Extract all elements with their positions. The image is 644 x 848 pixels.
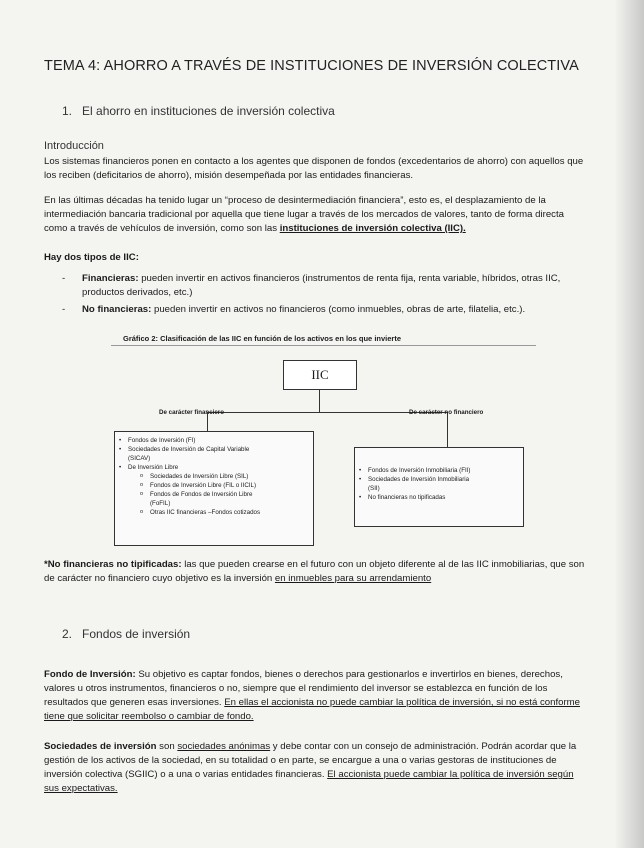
section-2-title: Fondos de inversión <box>82 627 191 641</box>
section-2-number: 2. <box>62 627 73 641</box>
note-label: *No financieras no tipificadas: <box>44 559 182 570</box>
list-item: • Sociedades de Inversión de Capital Variable <box>118 445 310 454</box>
non-financial-iic-box <box>354 447 524 527</box>
fondo-text: Su objetivo es captar fondos, bienes o derechos para gestionarlos e invertirlos en bienes, derechos, valores u otros instrumentos, financieros o no, siempre que el rendimiento del inversor se establezca en función de los resultados que generen esas inversiones. <box>44 669 563 708</box>
list-item: o Otras IIC financieras –Fondos cotizados <box>118 508 310 517</box>
page-edge-shadow <box>614 0 644 848</box>
intro-heading: Introducción <box>44 140 104 152</box>
section-1-number: 1. <box>62 104 73 118</box>
note-text: las que pueden crearse en el futuro con un objeto diferente al de las IIC inmobiliarias, que son de carácter no financiero cuyo objetivo es la inversión <box>44 559 585 584</box>
fondo-label: Fondo de Inversión: <box>44 669 136 680</box>
list-item: (SICAV) <box>128 455 151 462</box>
sociedades-paragraph <box>44 740 589 796</box>
intro-paragraph-2 <box>44 194 589 236</box>
list-item: • De Inversión Libre <box>118 463 310 472</box>
connector-root-down <box>319 390 320 412</box>
financial-iic-box <box>114 431 314 546</box>
financieras-label: Financieras: <box>82 273 139 284</box>
list-item: o Fondos de Inversión Libre (FIL o IICIL) <box>118 481 310 490</box>
fondo-underlined: En ellas el accionista no puede cambiar la política de inversión, si no está conforme tiene que solicitar reembolso o cambiar de fondo. <box>44 697 580 722</box>
left-branch-label: De carácter financiero <box>159 409 224 416</box>
list-item: o Fondos de Fondos de Inversión Libre <box>118 490 310 499</box>
sociedades-anonimas: sociedades anónimas <box>177 741 271 752</box>
figure-title: Gráfico 2: Clasificación de las IIC en función de los activos en los que invierte <box>123 334 401 343</box>
connector-right-box <box>447 419 448 447</box>
note-paragraph <box>44 558 589 586</box>
intro-paragraph-2-text: En las últimas décadas ha tenido lugar un “proceso de desintermediación financiera”, esto es, el desplazamiento de la intermediación bancaria tradicional por aquella que tiene lugar a través de los mercados de valores, tanto de forma directa como a través de vehículos de inversión, como son las <box>44 195 564 234</box>
list-item: • No financieras no tipificadas <box>358 493 520 502</box>
no-financieras-label: No financieras: <box>82 304 152 315</box>
right-branch-label: De carácter no financiero <box>409 409 484 416</box>
list-item: • Sociedades de Inversión Inmobiliaria <box>358 475 520 484</box>
iic-classification-diagram <box>111 330 536 546</box>
fondo-paragraph <box>44 668 589 724</box>
page-title: TEMA 4: AHORRO A TRAVÉS DE INSTITUCIONES DE INVERSIÓN COLECTIVA <box>44 58 579 74</box>
list-item: • Fondos de Inversión (FI) <box>118 436 310 445</box>
connector-left-box <box>207 419 208 431</box>
sociedades-text-a: son <box>156 741 178 752</box>
list-item: • Fondos de Inversión Inmobiliaria (FII) <box>358 466 520 475</box>
list-item-financieras <box>62 272 592 300</box>
list-dash: - <box>62 273 66 284</box>
list-dash: - <box>62 304 66 315</box>
list-item: o Sociedades de Inversión Libre (SIL) <box>118 472 310 481</box>
sociedades-text-b: y debe contar con un consejo de administración. Podrán acordar que la gestión de los activos de la sociedad, en su totalidad o en parte, se encargue a una o varias gestoras de instituciones de inversión colectiva (SGIIC) o a una o varias entidades financieras. <box>44 741 577 780</box>
sociedades-underlined: El accionista puede cambiar la política de inversión según sus expectativas. <box>44 769 574 794</box>
list-item-no-financieras <box>62 303 592 317</box>
figure-rule <box>111 345 536 346</box>
no-financieras-text: pueden invertir en activos no financieros (como inmuebles, obras de arte, filatelia, etc.). <box>151 304 526 315</box>
sociedades-label: Sociedades de inversión <box>44 741 157 752</box>
section-1-title: El ahorro en instituciones de inversión colectiva <box>82 104 335 118</box>
iic-root-node: IIC <box>283 360 357 390</box>
section-2-heading <box>62 627 190 641</box>
intro-paragraph-1: Los sistemas financieros ponen en contacto a los agentes que disponen de fondos (excedentarios de ahorro) con aquellos que los reciben (deficitarios de ahorro), misión desempeñada por las entidades financieras. <box>44 156 584 181</box>
financieras-text: pueden invertir en activos financieros (instrumentos de renta fija, renta variable, híbridos, otras IIC, productos derivados, etc.) <box>82 273 561 298</box>
list-item: (SII) <box>368 485 380 492</box>
section-1-heading <box>62 104 335 118</box>
list-item: (FoFIL) <box>150 500 171 507</box>
iic-term: instituciones de inversión colectiva (IIC). <box>279 223 466 234</box>
note-underlined: en inmuebles para su arrendamiento <box>274 573 432 584</box>
types-intro: Hay dos tipos de IIC: <box>44 252 139 263</box>
